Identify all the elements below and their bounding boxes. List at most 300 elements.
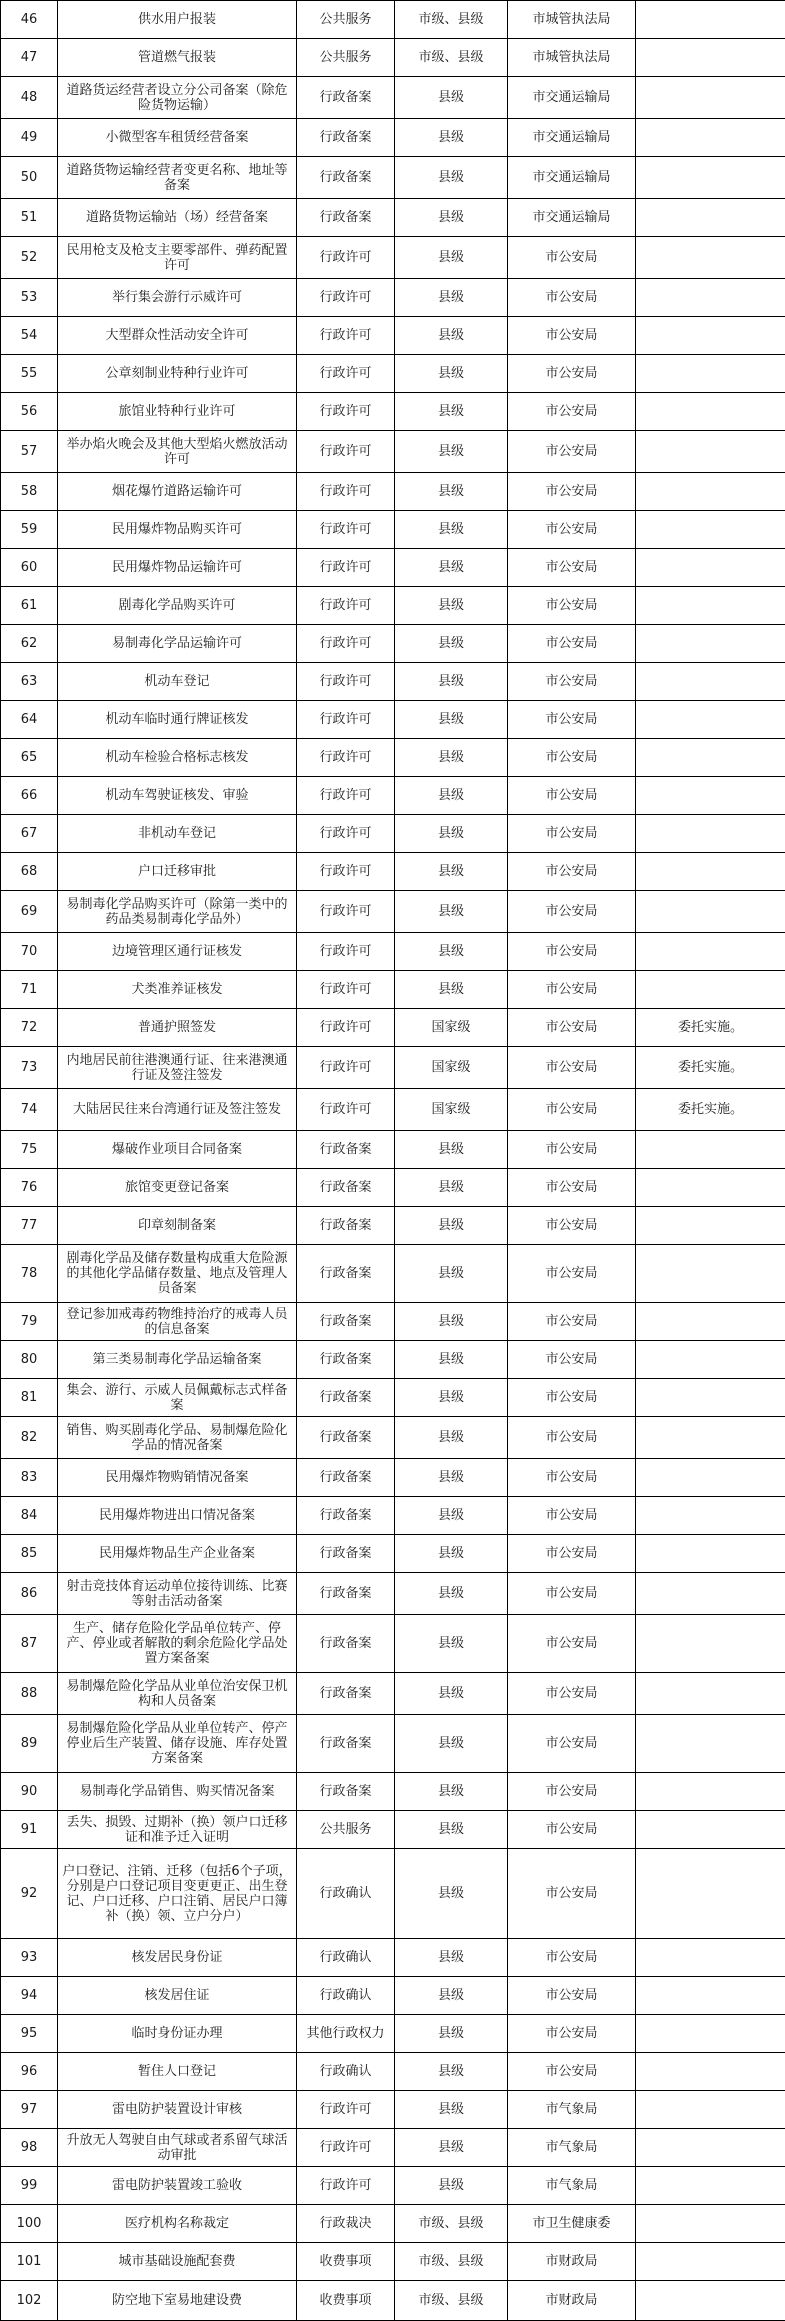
department-cell: 市公安局 <box>508 237 636 279</box>
department-cell: 市公安局 <box>508 355 636 393</box>
table-row <box>1 119 785 157</box>
department-cell: 市公安局 <box>508 2015 636 2053</box>
remark-cell <box>636 1773 785 1811</box>
row-number-cell: 59 <box>1 511 58 549</box>
department-cell: 市公安局 <box>508 587 636 625</box>
department-cell: 市公安局 <box>508 1379 636 1417</box>
matter-name-cell: 机动车登记 <box>58 663 297 701</box>
department-cell: 市交通运输局 <box>508 199 636 237</box>
matter-type-cell: 行政许可 <box>297 393 395 431</box>
matter-name-cell: 边境管理区通行证核发 <box>58 933 297 971</box>
matter-name-cell: 防空地下室易地建设费 <box>58 2281 297 2321</box>
admin-level-cell: 县级 <box>395 1715 508 1773</box>
remark-cell <box>636 1673 785 1715</box>
row-number-cell: 62 <box>1 625 58 663</box>
table-row <box>1 853 785 891</box>
row-number-cell: 76 <box>1 1169 58 1207</box>
department-cell: 市公安局 <box>508 853 636 891</box>
remark-cell <box>636 1849 785 1939</box>
matter-name-cell: 机动车临时通行牌证核发 <box>58 701 297 739</box>
remark-cell <box>636 2091 785 2129</box>
matter-type-cell: 行政许可 <box>297 815 395 853</box>
table-row <box>1 971 785 1009</box>
matter-name-cell: 内地居民前往港澳通行证、往来港澳通行证及签注签发 <box>58 1047 297 1089</box>
department-cell: 市城管执法局 <box>508 1 636 39</box>
matter-type-cell: 行政备案 <box>297 157 395 199</box>
matter-type-cell: 行政许可 <box>297 237 395 279</box>
matter-type-cell: 公共服务 <box>297 1 395 39</box>
matter-name-cell: 核发居民身份证 <box>58 1939 297 1977</box>
remark-cell <box>636 237 785 279</box>
matter-name-cell: 户口迁移审批 <box>58 853 297 891</box>
admin-level-cell: 县级 <box>395 971 508 1009</box>
department-cell: 市公安局 <box>508 549 636 587</box>
remark-cell <box>636 1977 785 2015</box>
matter-name-cell: 户口登记、注销、迁移（包括6个子项，分别是户口登记项目变更更正、出生登记、户口迁移、户口注销、居民户口簿补（换）领、立户分户） <box>58 1849 297 1939</box>
remark-cell <box>636 891 785 933</box>
matter-name-cell: 临时身份证办理 <box>58 2015 297 2053</box>
matter-type-cell: 行政备案 <box>297 1497 395 1535</box>
matter-type-cell: 行政备案 <box>297 1535 395 1573</box>
matter-type-cell: 行政备案 <box>297 1207 395 1245</box>
matter-name-cell: 民用枪支及枪支主要零部件、弹药配置许可 <box>58 237 297 279</box>
table-row <box>1 2091 785 2129</box>
table-row <box>1 393 785 431</box>
admin-level-cell: 县级 <box>395 1811 508 1849</box>
department-cell: 市公安局 <box>508 1417 636 1459</box>
row-number-cell: 65 <box>1 739 58 777</box>
remark-cell <box>636 1341 785 1379</box>
remark-cell <box>636 1715 785 1773</box>
matter-name-cell: 医疗机构名称裁定 <box>58 2205 297 2243</box>
remark-cell <box>636 2129 785 2167</box>
table-row <box>1 431 785 473</box>
remark-cell <box>636 1169 785 1207</box>
table-row <box>1 1939 785 1977</box>
row-number-cell: 100 <box>1 2205 58 2243</box>
department-cell: 市公安局 <box>508 1977 636 2015</box>
matter-name-cell: 非机动车登记 <box>58 815 297 853</box>
table-row <box>1 39 785 77</box>
department-cell: 市公安局 <box>508 1207 636 1245</box>
admin-level-cell: 市级、县级 <box>395 2281 508 2321</box>
matter-type-cell: 行政确认 <box>297 1849 395 1939</box>
department-cell: 市公安局 <box>508 2053 636 2091</box>
admin-level-cell: 县级 <box>395 77 508 119</box>
matter-name-cell: 丢失、损毁、过期补（换）领户口迁移证和准予迁入证明 <box>58 1811 297 1849</box>
department-cell: 市气象局 <box>508 2167 636 2205</box>
admin-level-cell: 县级 <box>395 1303 508 1341</box>
matter-type-cell: 行政备案 <box>297 1773 395 1811</box>
matter-name-cell: 剧毒化学品及储存数量构成重大危险源的其他化学品储存数量、地点及管理人员备案 <box>58 1245 297 1303</box>
remark-cell <box>636 77 785 119</box>
remark-cell <box>636 317 785 355</box>
admin-level-cell: 县级 <box>395 199 508 237</box>
admin-level-cell: 县级 <box>395 1535 508 1573</box>
admin-level-cell: 县级 <box>395 891 508 933</box>
department-cell: 市交通运输局 <box>508 157 636 199</box>
department-cell: 市气象局 <box>508 2091 636 2129</box>
remark-cell <box>636 431 785 473</box>
table-row <box>1 1673 785 1715</box>
remark-cell: 委托实施。 <box>636 1009 785 1047</box>
table-row <box>1 1169 785 1207</box>
row-number-cell: 90 <box>1 1773 58 1811</box>
admin-level-cell: 县级 <box>395 663 508 701</box>
table-row <box>1 473 785 511</box>
table-row <box>1 1245 785 1303</box>
table-row <box>1 1 785 39</box>
admin-level-cell: 县级 <box>395 393 508 431</box>
matter-type-cell: 行政许可 <box>297 933 395 971</box>
matter-name-cell: 集会、游行、示威人员佩戴标志式样备案 <box>58 1379 297 1417</box>
matter-type-cell: 行政备案 <box>297 1417 395 1459</box>
table-row <box>1 663 785 701</box>
row-number-cell: 52 <box>1 237 58 279</box>
table-row <box>1 237 785 279</box>
admin-level-cell: 县级 <box>395 2167 508 2205</box>
department-cell: 市公安局 <box>508 1169 636 1207</box>
table-row <box>1 1089 785 1131</box>
table-row <box>1 933 785 971</box>
row-number-cell: 87 <box>1 1615 58 1673</box>
row-number-cell: 102 <box>1 2281 58 2321</box>
department-cell: 市公安局 <box>508 1849 636 1939</box>
admin-level-cell: 县级 <box>395 2091 508 2129</box>
matter-name-cell: 小微型客车租赁经营备案 <box>58 119 297 157</box>
row-number-cell: 71 <box>1 971 58 1009</box>
remark-cell <box>636 1497 785 1535</box>
matter-type-cell: 行政确认 <box>297 2053 395 2091</box>
matter-name-cell: 机动车检验合格标志核发 <box>58 739 297 777</box>
remark-cell <box>636 1939 785 1977</box>
remark-cell <box>636 971 785 1009</box>
remark-cell <box>636 1131 785 1169</box>
remark-cell <box>636 1459 785 1497</box>
admin-level-cell: 县级 <box>395 157 508 199</box>
department-cell: 市城管执法局 <box>508 39 636 77</box>
matter-type-cell: 行政备案 <box>297 77 395 119</box>
matter-type-cell: 行政备案 <box>297 1573 395 1615</box>
department-cell: 市公安局 <box>508 1459 636 1497</box>
department-cell: 市公安局 <box>508 1715 636 1773</box>
matter-name-cell: 民用爆炸物购销情况备案 <box>58 1459 297 1497</box>
row-number-cell: 93 <box>1 1939 58 1977</box>
department-cell: 市公安局 <box>508 739 636 777</box>
row-number-cell: 74 <box>1 1089 58 1131</box>
row-number-cell: 80 <box>1 1341 58 1379</box>
table-row <box>1 701 785 739</box>
matter-name-cell: 机动车驾驶证核发、审验 <box>58 777 297 815</box>
remark-cell <box>636 355 785 393</box>
table-row <box>1 1811 785 1849</box>
row-number-cell: 91 <box>1 1811 58 1849</box>
admin-level-cell: 县级 <box>395 1379 508 1417</box>
matter-name-cell: 民用爆炸物品运输许可 <box>58 549 297 587</box>
matter-type-cell: 行政许可 <box>297 1009 395 1047</box>
table-row <box>1 1047 785 1089</box>
row-number-cell: 66 <box>1 777 58 815</box>
matter-type-cell: 行政许可 <box>297 587 395 625</box>
department-cell: 市气象局 <box>508 2129 636 2167</box>
matter-name-cell: 暂住人口登记 <box>58 2053 297 2091</box>
row-number-cell: 64 <box>1 701 58 739</box>
matter-type-cell: 行政许可 <box>297 279 395 317</box>
admin-level-cell: 县级 <box>395 1573 508 1615</box>
admin-level-cell: 国家级 <box>395 1009 508 1047</box>
matter-name-cell: 登记参加戒毒药物维持治疗的戒毒人员的信息备案 <box>58 1303 297 1341</box>
department-cell: 市公安局 <box>508 1131 636 1169</box>
admin-level-cell: 县级 <box>395 279 508 317</box>
matter-name-cell: 大型群众性活动安全许可 <box>58 317 297 355</box>
department-cell: 市公安局 <box>508 511 636 549</box>
matter-type-cell: 行政许可 <box>297 473 395 511</box>
matter-type-cell: 行政许可 <box>297 355 395 393</box>
admin-level-cell: 县级 <box>395 777 508 815</box>
matter-type-cell: 行政备案 <box>297 1459 395 1497</box>
matter-type-cell: 行政确认 <box>297 1939 395 1977</box>
row-number-cell: 86 <box>1 1573 58 1615</box>
matter-name-cell: 剧毒化学品购买许可 <box>58 587 297 625</box>
department-cell: 市公安局 <box>508 625 636 663</box>
remark-cell <box>636 1811 785 1849</box>
matter-name-cell: 道路货物运输经营者变更名称、地址等备案 <box>58 157 297 199</box>
row-number-cell: 49 <box>1 119 58 157</box>
row-number-cell: 68 <box>1 853 58 891</box>
admin-level-cell: 县级 <box>395 2129 508 2167</box>
matter-type-cell: 收费事项 <box>297 2243 395 2281</box>
admin-level-cell: 县级 <box>395 237 508 279</box>
matter-type-cell: 行政许可 <box>297 853 395 891</box>
remark-cell <box>636 701 785 739</box>
matter-type-cell: 行政许可 <box>297 891 395 933</box>
table-row <box>1 1497 785 1535</box>
table-row <box>1 511 785 549</box>
matter-type-cell: 行政许可 <box>297 739 395 777</box>
row-number-cell: 97 <box>1 2091 58 2129</box>
matter-name-cell: 生产、储存危险化学品单位转产、停产、停业或者解散的剩余危险化学品处置方案备案 <box>58 1615 297 1673</box>
table-row <box>1 2129 785 2167</box>
department-cell: 市公安局 <box>508 1009 636 1047</box>
remark-cell <box>636 2243 785 2281</box>
department-cell: 市公安局 <box>508 1811 636 1849</box>
remark-cell <box>636 119 785 157</box>
matter-type-cell: 行政许可 <box>297 1089 395 1131</box>
remark-cell <box>636 393 785 431</box>
remark-cell <box>636 1303 785 1341</box>
matter-name-cell: 举行集会游行示威许可 <box>58 279 297 317</box>
admin-level-cell: 县级 <box>395 1977 508 2015</box>
department-cell: 市公安局 <box>508 815 636 853</box>
remark-cell <box>636 2281 785 2321</box>
admin-level-cell: 县级 <box>395 1207 508 1245</box>
department-cell: 市公安局 <box>508 971 636 1009</box>
matter-name-cell: 升放无人驾驶自由气球或者系留气球活动审批 <box>58 2129 297 2167</box>
remark-cell <box>636 2053 785 2091</box>
matter-type-cell: 行政备案 <box>297 1169 395 1207</box>
table-row <box>1 199 785 237</box>
table-row <box>1 1773 785 1811</box>
admin-level-cell: 市级、县级 <box>395 1 508 39</box>
row-number-cell: 48 <box>1 77 58 119</box>
matter-name-cell: 举办焰火晚会及其他大型焰火燃放活动许可 <box>58 431 297 473</box>
admin-level-cell: 县级 <box>395 2053 508 2091</box>
remark-cell <box>636 1207 785 1245</box>
matter-type-cell: 公共服务 <box>297 1811 395 1849</box>
matter-name-cell: 印章刻制备案 <box>58 1207 297 1245</box>
admin-level-cell: 县级 <box>395 473 508 511</box>
matter-name-cell: 犬类准养证核发 <box>58 971 297 1009</box>
row-number-cell: 95 <box>1 2015 58 2053</box>
remark-cell <box>636 199 785 237</box>
matter-type-cell: 行政备案 <box>297 1303 395 1341</box>
row-number-cell: 56 <box>1 393 58 431</box>
matter-name-cell: 民用爆炸物进出口情况备案 <box>58 1497 297 1535</box>
row-number-cell: 72 <box>1 1009 58 1047</box>
admin-level-cell: 县级 <box>395 625 508 663</box>
department-cell: 市交通运输局 <box>508 77 636 119</box>
table-row <box>1 1417 785 1459</box>
matter-name-cell: 道路货物运输站（场）经营备案 <box>58 199 297 237</box>
matter-type-cell: 行政备案 <box>297 1615 395 1673</box>
table-row <box>1 1535 785 1573</box>
department-cell: 市公安局 <box>508 1303 636 1341</box>
table-row <box>1 1615 785 1673</box>
remark-cell <box>636 2015 785 2053</box>
admin-level-cell: 县级 <box>395 1417 508 1459</box>
table-row <box>1 317 785 355</box>
matter-name-cell: 旅馆业特种行业许可 <box>58 393 297 431</box>
matter-name-cell: 烟花爆竹道路运输许可 <box>58 473 297 511</box>
row-number-cell: 89 <box>1 1715 58 1773</box>
matter-type-cell: 行政备案 <box>297 119 395 157</box>
row-number-cell: 81 <box>1 1379 58 1417</box>
remark-cell <box>636 739 785 777</box>
remark-cell <box>636 1379 785 1417</box>
matter-type-cell: 收费事项 <box>297 2281 395 2321</box>
row-number-cell: 55 <box>1 355 58 393</box>
remark-cell <box>636 933 785 971</box>
department-cell: 市公安局 <box>508 1047 636 1089</box>
matter-name-cell: 普通护照签发 <box>58 1009 297 1047</box>
table-row <box>1 1573 785 1615</box>
matter-type-cell: 行政许可 <box>297 549 395 587</box>
department-cell: 市公安局 <box>508 1773 636 1811</box>
remark-cell <box>636 853 785 891</box>
department-cell: 市公安局 <box>508 473 636 511</box>
row-number-cell: 46 <box>1 1 58 39</box>
row-number-cell: 98 <box>1 2129 58 2167</box>
remark-cell <box>636 39 785 77</box>
remark-cell: 委托实施。 <box>636 1047 785 1089</box>
department-cell: 市卫生健康委 <box>508 2205 636 2243</box>
table-row <box>1 739 785 777</box>
table-row <box>1 2281 785 2321</box>
table-row <box>1 891 785 933</box>
matter-name-cell: 易制毒化学品销售、购买情况备案 <box>58 1773 297 1811</box>
admin-level-cell: 县级 <box>395 431 508 473</box>
row-number-cell: 60 <box>1 549 58 587</box>
matter-name-cell: 易制毒化学品运输许可 <box>58 625 297 663</box>
matter-type-cell: 行政许可 <box>297 777 395 815</box>
row-number-cell: 84 <box>1 1497 58 1535</box>
table-row <box>1 1459 785 1497</box>
matter-name-cell: 销售、购买剧毒化学品、易制爆危险化学品的情况备案 <box>58 1417 297 1459</box>
matter-name-cell: 公章刻制业特种行业许可 <box>58 355 297 393</box>
department-cell: 市公安局 <box>508 1673 636 1715</box>
remark-cell <box>636 777 785 815</box>
matter-type-cell: 其他行政权力 <box>297 2015 395 2053</box>
table-row <box>1 1379 785 1417</box>
remark-cell <box>636 587 785 625</box>
row-number-cell: 96 <box>1 2053 58 2091</box>
row-number-cell: 58 <box>1 473 58 511</box>
admin-level-cell: 县级 <box>395 815 508 853</box>
admin-level-cell: 县级 <box>395 355 508 393</box>
row-number-cell: 73 <box>1 1047 58 1089</box>
remark-cell <box>636 157 785 199</box>
admin-level-cell: 县级 <box>395 1131 508 1169</box>
table-row <box>1 1977 785 2015</box>
admin-level-cell: 县级 <box>395 1849 508 1939</box>
matter-type-cell: 行政裁决 <box>297 2205 395 2243</box>
table-row <box>1 2015 785 2053</box>
matter-type-cell: 行政许可 <box>297 663 395 701</box>
matter-name-cell: 管道燃气报装 <box>58 39 297 77</box>
table-row <box>1 279 785 317</box>
matter-name-cell: 爆破作业项目合同备案 <box>58 1131 297 1169</box>
remark-cell <box>636 2167 785 2205</box>
department-cell: 市公安局 <box>508 317 636 355</box>
admin-level-cell: 国家级 <box>395 1047 508 1089</box>
admin-level-cell: 县级 <box>395 549 508 587</box>
remark-cell <box>636 1615 785 1673</box>
department-cell: 市财政局 <box>508 2281 636 2321</box>
department-cell: 市公安局 <box>508 279 636 317</box>
admin-level-cell: 县级 <box>395 739 508 777</box>
admin-level-cell: 县级 <box>395 119 508 157</box>
remark-cell <box>636 1417 785 1459</box>
row-number-cell: 92 <box>1 1849 58 1939</box>
matter-type-cell: 行政许可 <box>297 2091 395 2129</box>
remark-cell <box>636 625 785 663</box>
table-row <box>1 587 785 625</box>
admin-level-cell: 国家级 <box>395 1089 508 1131</box>
remark-cell <box>636 2205 785 2243</box>
remark-cell <box>636 511 785 549</box>
table-row <box>1 815 785 853</box>
row-number-cell: 70 <box>1 933 58 971</box>
remark-cell <box>636 549 785 587</box>
table-row <box>1 1009 785 1047</box>
department-cell: 市公安局 <box>508 1497 636 1535</box>
admin-level-cell: 市级、县级 <box>395 39 508 77</box>
table-row <box>1 777 785 815</box>
matter-name-cell: 大陆居民往来台湾通行证及签注签发 <box>58 1089 297 1131</box>
admin-level-cell: 县级 <box>395 317 508 355</box>
admin-level-cell: 市级、县级 <box>395 2243 508 2281</box>
row-number-cell: 67 <box>1 815 58 853</box>
admin-level-cell: 县级 <box>395 1245 508 1303</box>
matter-name-cell: 射击竞技体育运动单位接待训练、比赛等射击活动备案 <box>58 1573 297 1615</box>
admin-level-cell: 县级 <box>395 1939 508 1977</box>
department-cell: 市公安局 <box>508 1573 636 1615</box>
row-number-cell: 51 <box>1 199 58 237</box>
department-cell: 市公安局 <box>508 891 636 933</box>
matter-name-cell: 民用爆炸物品购买许可 <box>58 511 297 549</box>
matter-type-cell: 行政备案 <box>297 1715 395 1773</box>
department-cell: 市公安局 <box>508 1615 636 1673</box>
